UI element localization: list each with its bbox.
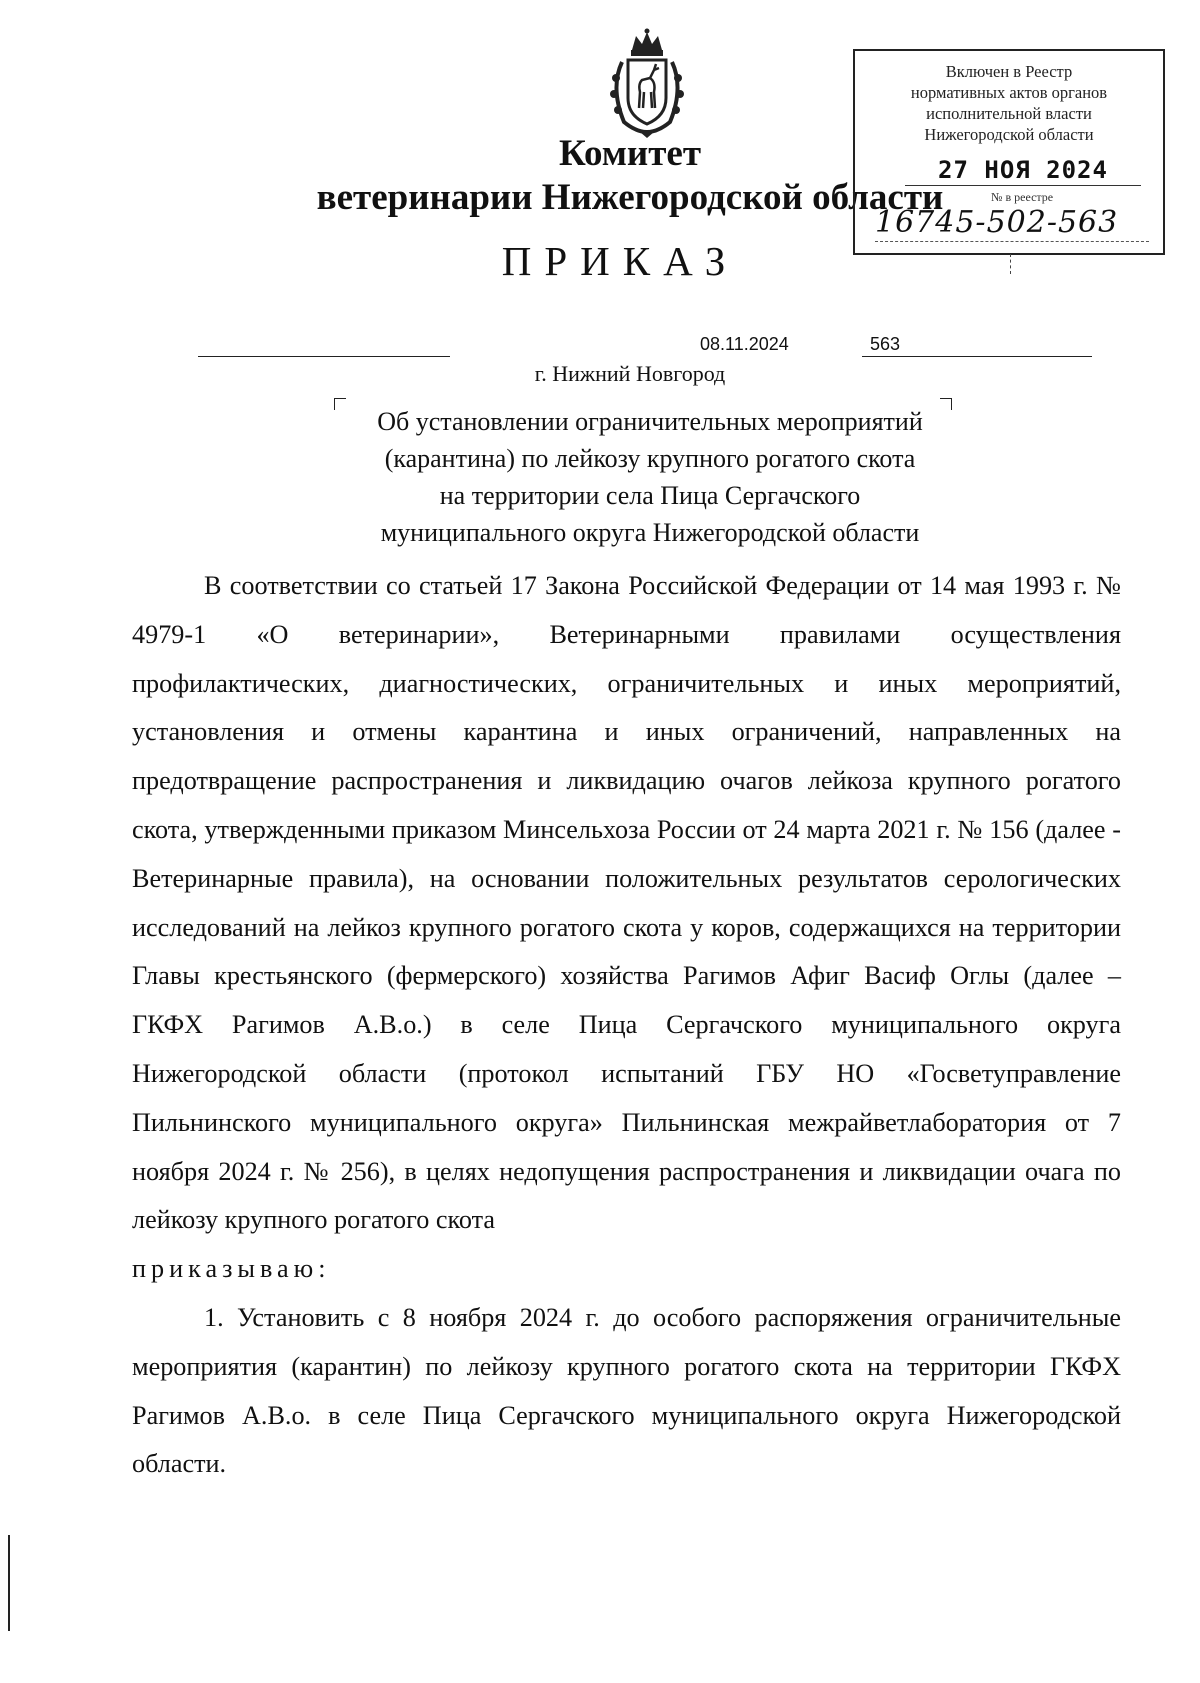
orders-label: приказываю: [132,1254,331,1284]
stamp-line: нормативных актов органов [910,83,1108,102]
stamp-date: 27 НОЯ 2024 [905,155,1141,186]
stamp-line: Нижегородской области [924,125,1094,144]
title-line: на территории села Пица Сергачского [439,481,861,510]
stamp-registry-number: 16745-502-563 [875,205,1149,242]
stamp-number-label: № в реестре [991,190,1054,204]
document-type: ПРИКАЗ [501,238,739,284]
margin-mark [8,1535,10,1631]
title-line: муниципального округа Нижегородской области [380,518,920,547]
number-underline [862,356,1092,357]
stamp-text [855,61,1163,145]
coat-of-arms-emblem [606,28,688,138]
organization-name: Комитет [558,133,702,174]
organization-name-line2: ветеринарии Нижегородской области [316,177,944,218]
document-body [132,562,1121,1489]
stamp-tick-mark [1010,254,1013,274]
document-date: 08.11.2024 [700,334,789,354]
stamp-line: исполнительной власти [926,104,1092,123]
registry-stamp [853,49,1165,255]
document-number: 563 [870,334,901,354]
title-line: Об установлении ограничительных мероприятий [377,407,923,436]
document-title [300,403,1000,551]
date-underline [198,356,450,357]
stamp-line: Включен в Реестр [945,62,1073,81]
preamble-paragraph: В соответствии со статьей 17 Закона Российской Федерации от 14 мая 1993 г. № 4979-1 «О ветеринарии», Ветеринарными правилами осуществления профилактических, диагностических, ограничительных и иных мероприятий, установления и отмены карантина и иных ограничений, направленных на предотвращение распространения и ликвидацию очагов лейкоза крупного рогатого скота, утвержденными приказом Минсельхоза России от 24 марта 2021 г. № 156 (далее - Ветеринарные правила), на основании положительных результатов серологических исследований на лейкоз крупного рогатого скота у коров, содержащихся на территории Главы крестьянского (фермерского) хозяйства Рагимов Афиг Васиф Оглы (далее – ГКФХ Рагимов А.В.о.) в селе Пица Сергачского муниципального округа Нижегородской области (протокол испытаний ГБУ НО «Госветуправление Пильнинского муниципального округа» Пильнинская межрайветлаборатория от 7 ноября 2024 г. № 256), в целях недопущения распространения и ликвидации очага по лейкозу крупного рогатого скота [132,571,1121,1235]
title-line: (карантина) по лейкозу крупного рогатого скота [384,444,916,473]
order-item-1: 1. Установить с 8 ноября 2024 г. до особого распоряжения ограничительные мероприятия (карантин) по лейкозу крупного рогатого скота на территории ГКФХ Рагимов А.В.о. в селе Пица Сергачского муниципального округа Нижегородской области. [132,1302,1121,1479]
document-city: г. Нижний Новгород [534,361,726,386]
